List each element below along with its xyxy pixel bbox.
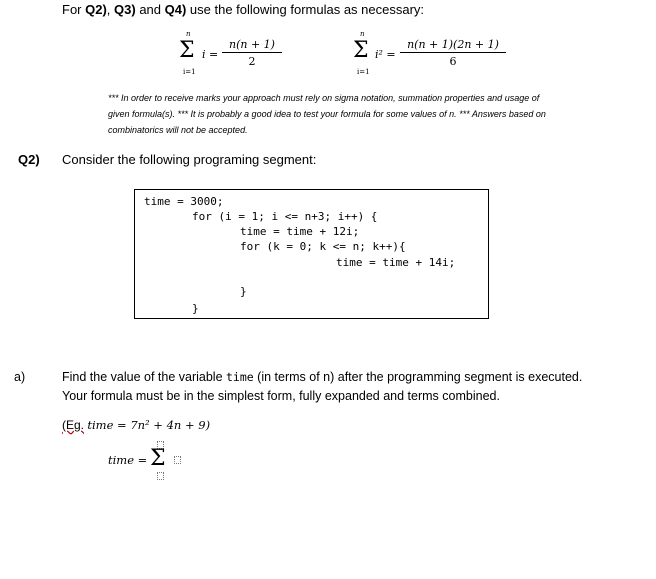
- sum-lower-limit: i=1: [357, 68, 370, 76]
- inline-code: time: [226, 370, 254, 384]
- sum-lower-limit: i=1: [183, 68, 196, 76]
- intro-line: For Q2), Q3) and Q4) use the following formulas as necessary:: [62, 2, 425, 17]
- q4-ref: Q4): [164, 2, 187, 17]
- code-line: for (i = 1; i <= n+3; i++) {: [192, 210, 378, 223]
- part-a-line-2: Your formula must be in the simplest form, fully expanded and terms combined.: [62, 389, 500, 403]
- sigma-symbol: Σ: [179, 38, 195, 63]
- sum-term: i =: [202, 48, 219, 61]
- sigma-symbol: Σ: [353, 38, 369, 63]
- sigma-symbol: Σ: [150, 446, 166, 471]
- code-line: time = 3000;: [144, 195, 224, 208]
- sum-upper-limit: n: [186, 30, 191, 38]
- code-line: time = time + 14i;: [336, 256, 456, 269]
- example-line: [62, 418, 210, 432]
- code-line: for (k = 0; k <= n; k++){: [240, 240, 406, 253]
- summand-input[interactable]: [174, 456, 181, 464]
- part-a-line-1: Find the value of the variable time (in terms of n) after the programming segment is executed.: [62, 370, 583, 384]
- code-line: }: [240, 285, 247, 298]
- question-prompt: Consider the following programing segment:: [62, 152, 317, 167]
- lower-limit-input[interactable]: [157, 472, 164, 480]
- sum-upper-limit: n: [360, 30, 365, 38]
- code-box: [134, 189, 489, 319]
- code-line: }: [192, 302, 199, 315]
- question-label: Q2): [18, 152, 40, 167]
- fraction-denominator: 6: [449, 55, 457, 68]
- fraction-numerator: n(n + 1)(2n + 1): [400, 38, 506, 53]
- q3-ref: Q3): [114, 2, 136, 17]
- fraction-numerator: n(n + 1): [222, 38, 282, 53]
- note-line-3: combinatorics will not be accepted.: [108, 125, 248, 135]
- example-formula: time = 7n² + 4n + 9): [87, 418, 211, 432]
- example-prefix: (Eg.: [62, 418, 85, 432]
- fraction: [400, 38, 506, 68]
- note-line-2: given formula(s). *** It is probably a good idea to test your formula for some values of n. *** Answers based on: [108, 109, 546, 119]
- part-label: a): [14, 370, 26, 384]
- fraction-denominator: 2: [248, 55, 256, 68]
- sum-term: i² =: [375, 48, 396, 61]
- note-line-1: *** In order to receive marks your approach must rely on sigma notation, summation properties and usage of: [108, 93, 540, 103]
- fraction: [222, 38, 282, 68]
- answer-lhs: time =: [108, 453, 148, 467]
- code-line: time = time + 12i;: [240, 225, 360, 238]
- q2-ref: Q2): [85, 2, 107, 17]
